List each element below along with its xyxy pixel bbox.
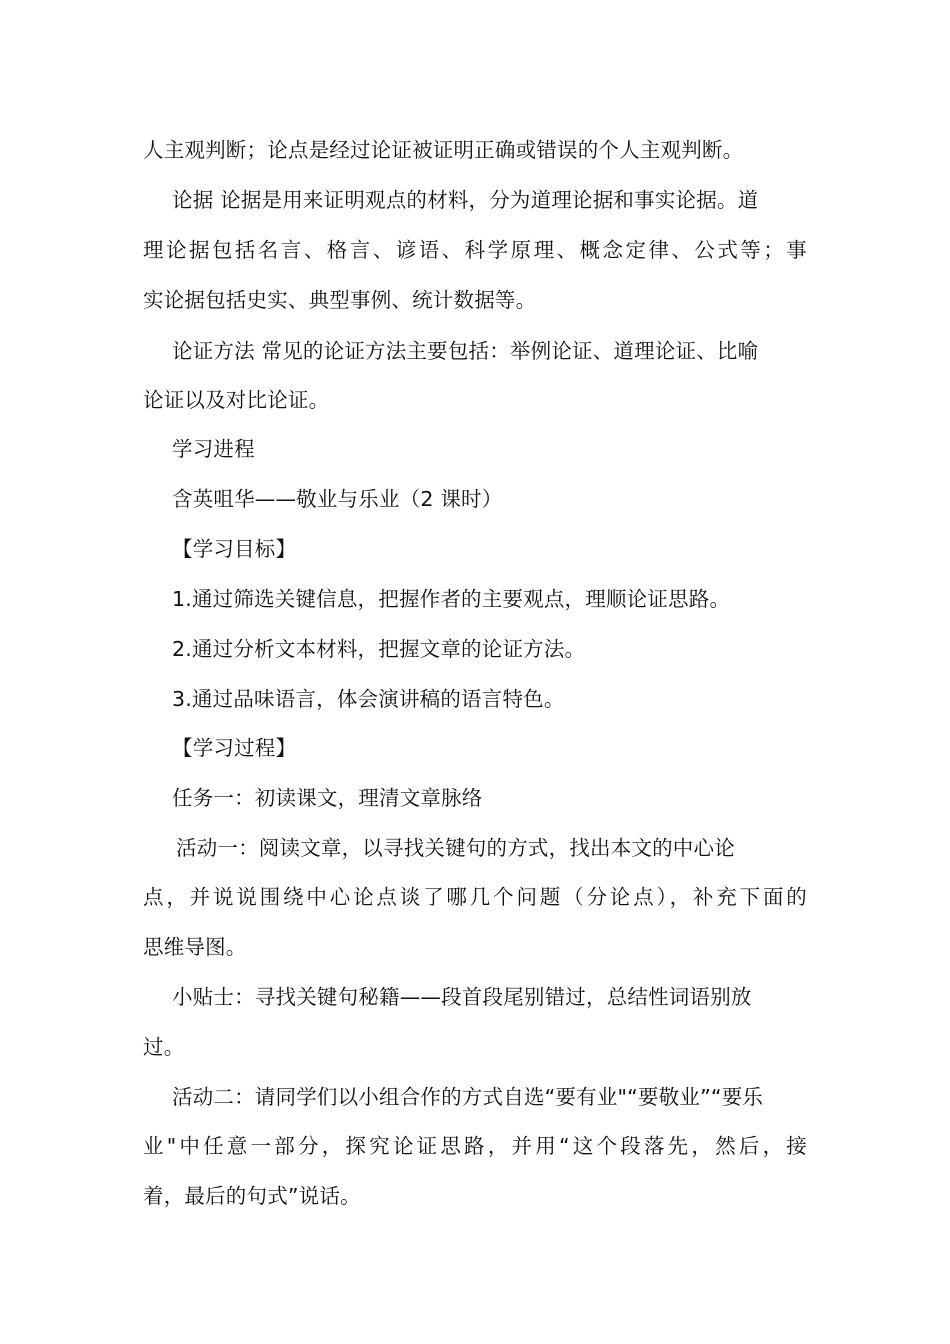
tip-line-1: 小贴士：寻找关键句秘籍——段首段尾别错过，总结性词语别放 bbox=[172, 985, 752, 1009]
activity-one-line-3: 思维导图。 bbox=[143, 935, 247, 959]
text-line-5: 论证方法 常见的论证方法主要包括：举例论证、道理论证、比喻 bbox=[172, 339, 759, 363]
task-one-heading: 任务一：初读课文，理清文章脉络 bbox=[172, 786, 483, 810]
learning-goals-heading: 【学习目标】 bbox=[172, 537, 297, 561]
activity-two-line-1: 活动二：请同学们以小组合作的方式自选“要有业"“要敬业”“要乐 bbox=[172, 1085, 764, 1109]
activity-one-line-1: 活动一：阅读文章，以寻找关键句的方式，找出本文的中心论 bbox=[176, 836, 735, 860]
text-line-1: 人主观判断；论点是经过论证被证明正确或错误的个人主观判断。 bbox=[143, 138, 744, 162]
goal-item-1: 1.通过筛选关键信息，把握作者的主要观点，理顺论证思路。 bbox=[172, 587, 731, 611]
learning-process-heading: 【学习过程】 bbox=[172, 736, 297, 760]
activity-two-line-3: 着，最后的句式”说话。 bbox=[143, 1184, 361, 1208]
text-line-3: 理论据包括名言、格言、谚语、科学原理、概念定律、公式等；事 bbox=[143, 238, 807, 262]
text-line-2: 论据 论据是用来证明观点的材料，分为道理论据和事实论据。道 bbox=[172, 188, 759, 212]
goal-item-2: 2.通过分析文本材料，把握文章的论证方法。 bbox=[172, 637, 586, 661]
lesson-title: 含英咀华——敬业与乐业（2 课时） bbox=[172, 487, 503, 511]
activity-two-line-2: 业"中任意一部分，探究论证思路，并用“这个段落先，然后，接 bbox=[143, 1134, 807, 1158]
section-heading-learning-progress: 学习进程 bbox=[172, 437, 255, 461]
activity-one-line-2: 点，并说说围绕中心论点谈了哪几个问题（分论点），补充下面的 bbox=[143, 885, 807, 909]
goal-item-3: 3.通过品味语言，体会演讲稿的语言特色。 bbox=[172, 687, 565, 711]
text-line-4: 实论据包括史实、典型事例、统计数据等。 bbox=[143, 288, 537, 312]
tip-line-2: 过。 bbox=[143, 1035, 185, 1059]
text-line-6: 论证以及对比论证。 bbox=[143, 388, 330, 412]
